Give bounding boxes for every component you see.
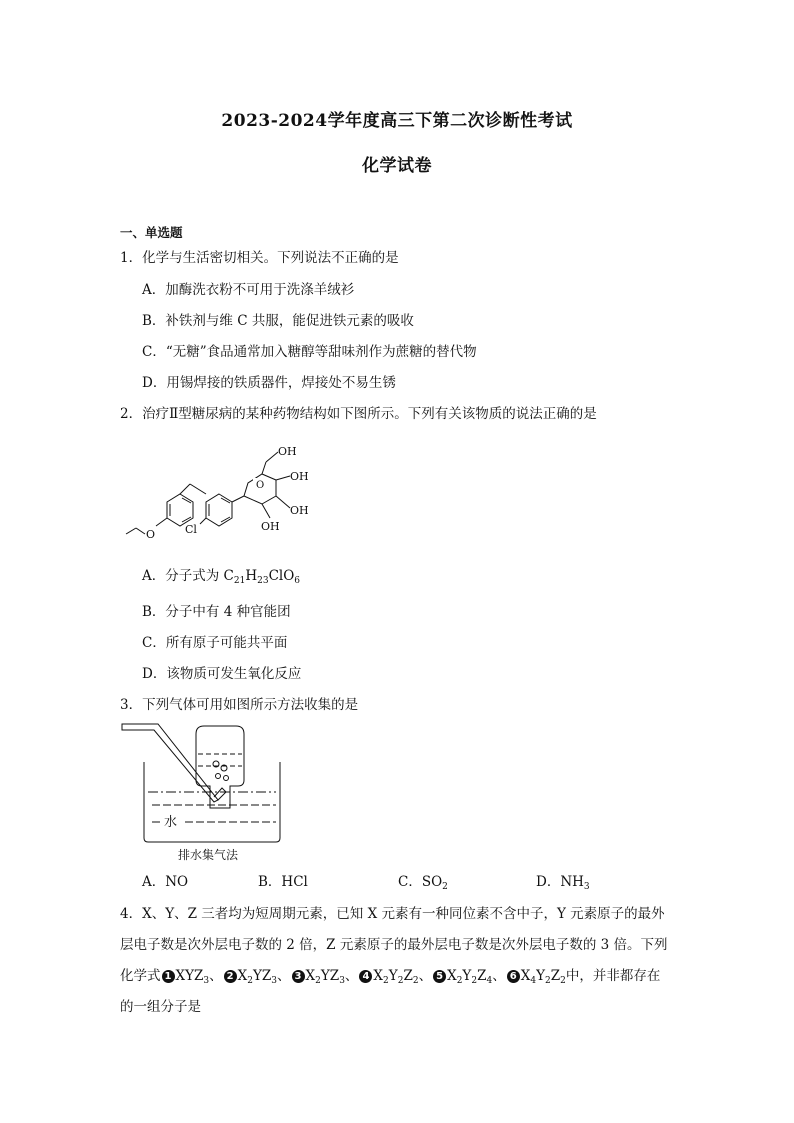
page-subtitle: 化学试卷 — [362, 156, 432, 176]
q2-option-c[interactable]: C．所有原子可能共平面 — [142, 635, 288, 651]
q1-option-c[interactable]: C．“无糖”食品通常加入糖醇等甜味剂作为蔗糖的替代物 — [142, 344, 477, 360]
ether-oxygen-label: O — [146, 528, 156, 541]
chlorine-label: Cl — [185, 523, 197, 536]
q4-line-2: 层电子数是次外层电子数的 2 倍，Z 元素原子的最外层电子数是次外层电子数的 3 倍。下列 — [120, 937, 668, 953]
q2-option-d[interactable]: D．该物质可发生氧化反应 — [142, 666, 302, 682]
q2-option-b[interactable]: B．分子中有 4 种官能团 — [142, 604, 291, 620]
circled-number-3: 3 — [292, 970, 305, 983]
hydroxyl-label-4: OH — [261, 520, 280, 533]
q3-option-a[interactable]: A．NO — [142, 874, 189, 890]
circled-number-2: 2 — [224, 970, 237, 983]
q4-line-1: 4．X、Y、Z 三者均为短周期元素，已知 X 元素有一种同位素不含中子，Y 元素原子的最外 — [120, 906, 665, 922]
circled-number-1: 1 — [162, 970, 175, 983]
hydroxyl-label-1: OH — [278, 445, 297, 458]
figure-caption: 排水集气法 — [178, 848, 239, 862]
q1-stem: 1．化学与生活密切相关。下列说法不正确的是 — [120, 250, 399, 266]
q3-option-c[interactable]: C．$SO_2$ — [398, 874, 448, 892]
q4-line-4: 的一组分子是 — [120, 999, 201, 1015]
page-title: 2023-2024学年度高三下第二次诊断性考试 — [221, 111, 573, 131]
circled-number-5: 5 — [433, 970, 446, 983]
ring-oxygen-label: O — [256, 480, 265, 491]
hydroxyl-label-3: OH — [290, 504, 309, 517]
q2-stem: 2．治疗Ⅱ型糖尿病的某种药物结构如下图所示。下列有关该物质的说法正确的是 — [120, 406, 597, 422]
q3-option-b[interactable]: B．HCl — [258, 874, 308, 890]
circled-number-4: 4 — [359, 970, 372, 983]
molecule-structure-figure — [120, 438, 340, 553]
hydroxyl-label-2: OH — [290, 470, 309, 483]
q2-option-a[interactable]: A．分子式为 $C_{21}H_{23}ClO_6$ — [142, 568, 301, 586]
water-displacement-figure — [118, 720, 293, 865]
q1-option-b[interactable]: B．补铁剂与维 C 共服，能促进铁元素的吸收 — [142, 313, 414, 329]
circled-number-6: 6 — [507, 970, 520, 983]
q1-option-a[interactable]: A．加酶洗衣粉不可用于洗涤羊绒衫 — [142, 282, 355, 298]
q3-option-d[interactable]: D．$NH_3$ — [536, 874, 590, 892]
q4-line-3: 化学式 1 $XYZ_3$、 2 $X_2YZ_3$、 3 $X_2YZ_3$、 4 $X_2Y_2Z_2$、 5 $X_2Y_2Z_4$、 6 $X_4Y_2Z_2$中，并非都存在 — [120, 968, 661, 986]
section-label: 一、单选题 — [120, 225, 183, 240]
q1-option-d[interactable]: D．用锡焊接的铁质器件，焊接处不易生锈 — [142, 375, 396, 391]
q3-stem: 3．下列气体可用如图所示方法收集的是 — [120, 697, 359, 713]
water-label: 水 — [164, 815, 178, 830]
